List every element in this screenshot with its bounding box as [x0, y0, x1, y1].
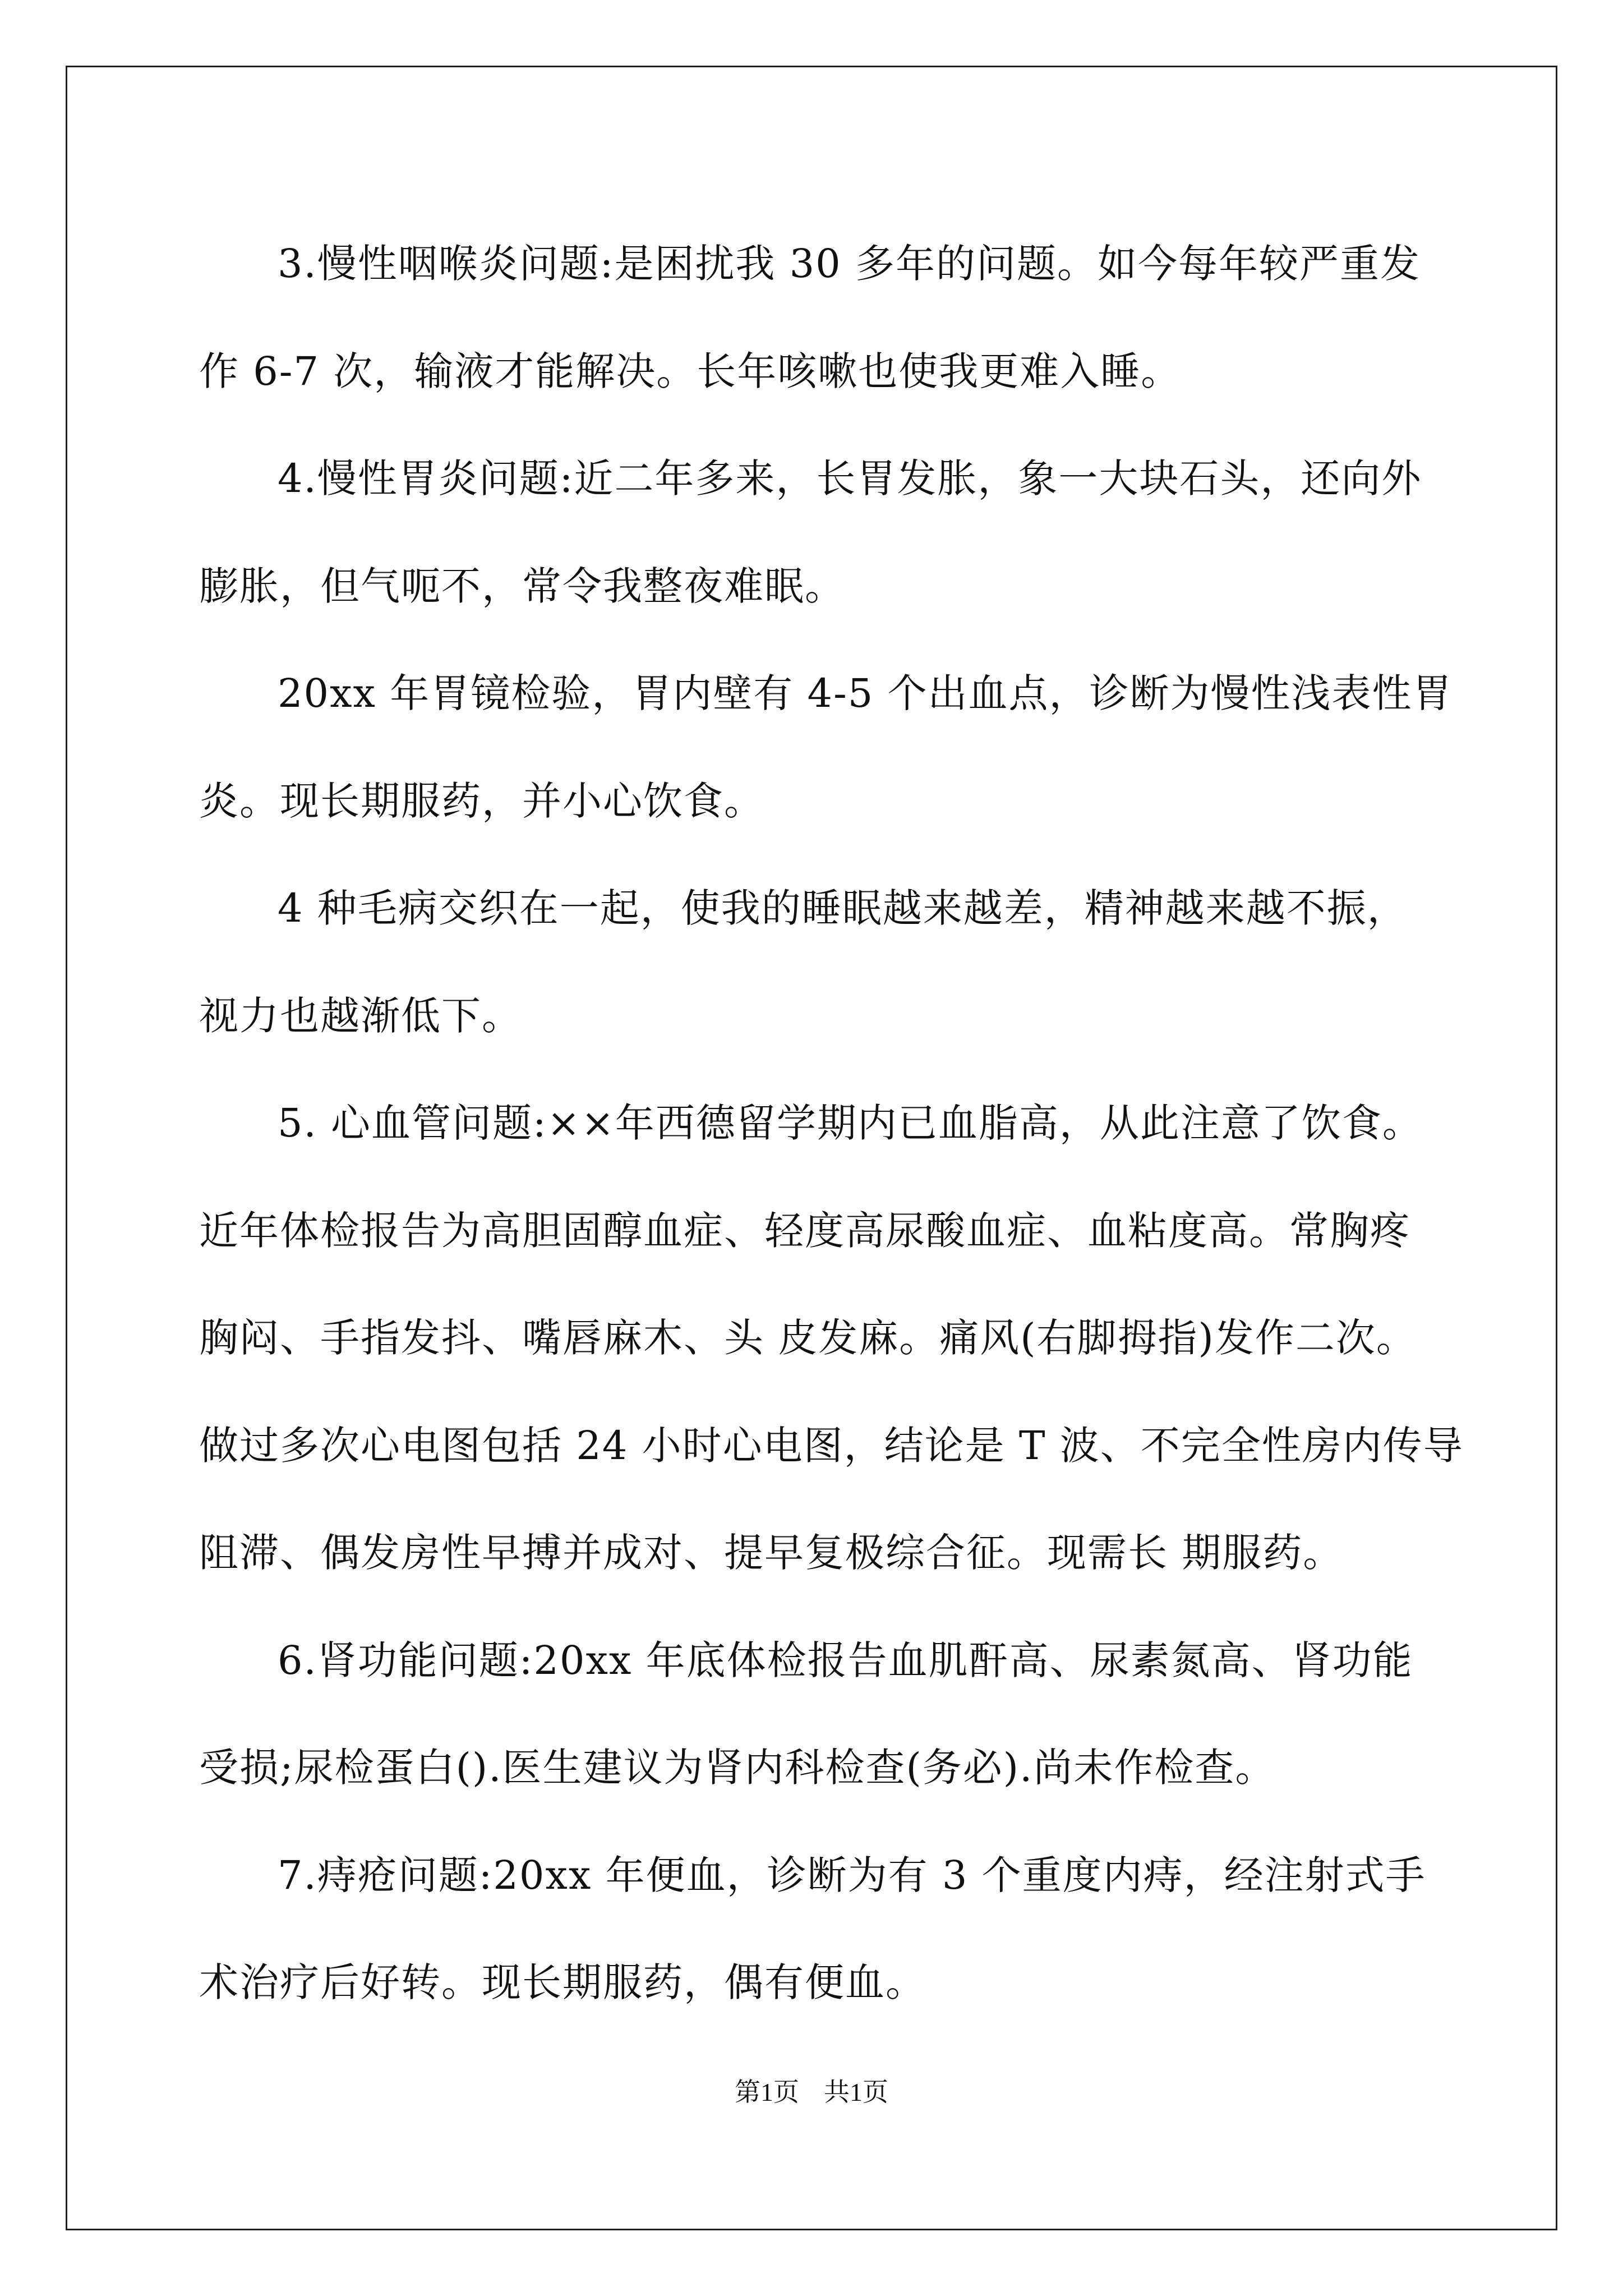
text-line: 做过多次心电图包括 24 小时心电图，结论是 T 波、不完全性房内传导	[199, 1422, 1464, 1469]
text-line: 术治疗后好转。现长期服药，偶有便血。	[199, 1959, 926, 2005]
text-line: 3.慢性咽喉炎问题:是困扰我 30 多年的问题。如今每年较严重发	[278, 241, 1421, 287]
text-line: 6.肾功能问题:20xx 年底体检报告血肌酐高、尿素氮高、肾功能	[278, 1637, 1413, 1683]
text-line: 4.慢性胃炎问题:近二年多来，长胃发胀，象一大块石头，还向外	[278, 455, 1422, 501]
text-line: 近年体检报告为高胆固醇血症、轻度高尿酸血症、血粘度高。常胸疼	[199, 1207, 1410, 1254]
page-number-current: 第1页	[735, 2078, 799, 2106]
text-line: 炎。现长期服药，并小心饮食。	[199, 777, 764, 824]
text-line: 20xx 年胃镜检验，胃内壁有 4-5 个出血点，诊断为慢性浅表性胃	[278, 670, 1453, 716]
text-line: 视力也越渐低下。	[199, 992, 522, 1039]
text-line: 5. 心血管问题:××年西德留学期内已血脂高，从此注意了饮食。	[278, 1100, 1423, 1146]
page-footer	[0, 2076, 1623, 2109]
text-line: 4 种毛病交织在一起，使我的睡眠越来越差，精神越来越不振，	[278, 885, 1408, 931]
text-line: 膨胀，但气呃不，常令我整夜难眠。	[199, 563, 845, 609]
text-line: 作 6-7 次，输液才能解决。长年咳嗽也使我更难入睡。	[199, 348, 1182, 394]
text-line: 阻滞、偶发房性早搏并成对、提早复极综合征。现需长 期服药。	[199, 1530, 1344, 1576]
text-line: 7.痔疮问题:20xx 年便血，诊断为有 3 个重度内痔，经注射式手	[278, 1852, 1426, 1898]
document-body	[199, 210, 1464, 2037]
page-number-total: 共1页	[824, 2078, 888, 2106]
text-line: 受损;尿检蛋白().医生建议为肾内科检查(务必).尚未作检查。	[199, 1745, 1276, 1791]
text-line: 胸闷、手指发抖、嘴唇麻木、头 皮发麻。痛风(右脚拇指)发作二次。	[199, 1315, 1417, 1361]
